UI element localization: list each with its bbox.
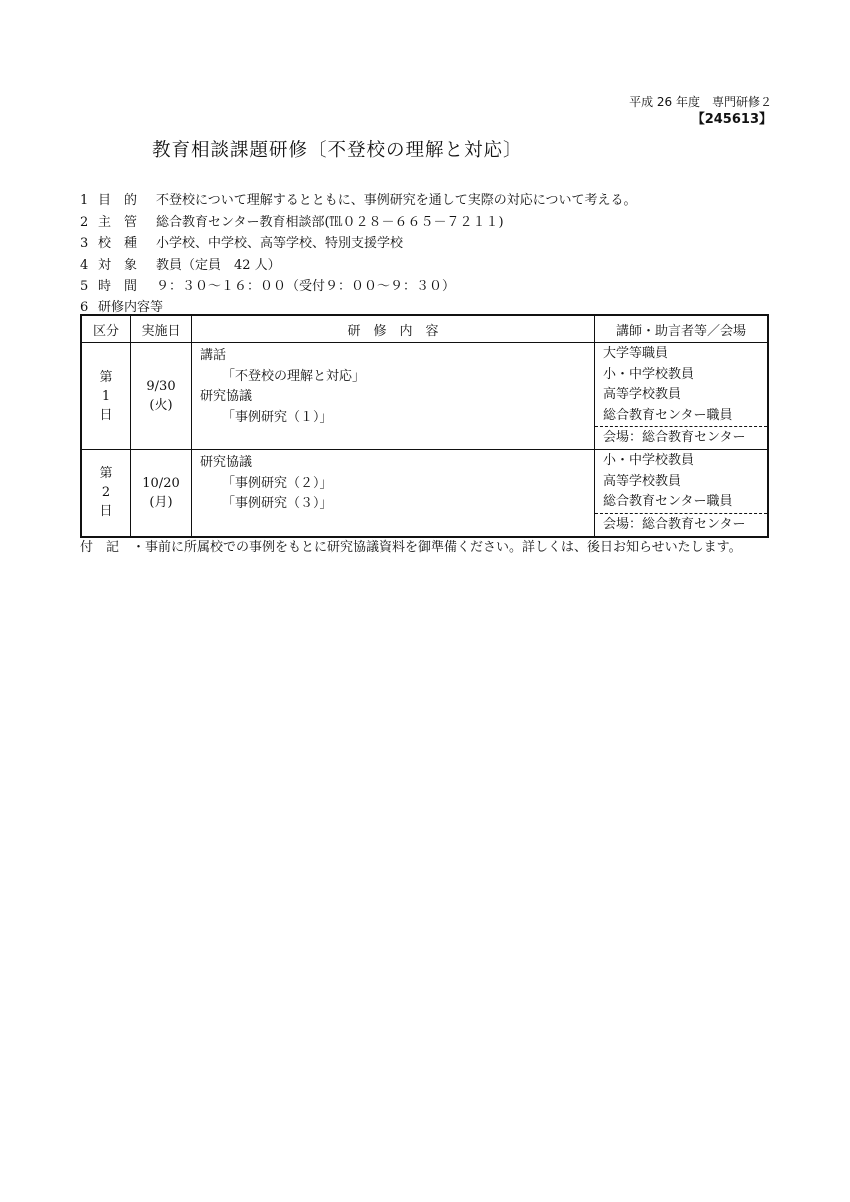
venue-label: 会場：総合教育センター: [595, 426, 767, 449]
kubun-char: 1: [101, 388, 111, 404]
cell-content: [192, 343, 595, 450]
staff-item: 高等学校教員: [603, 387, 682, 402]
info-item: [80, 211, 504, 230]
table-header-row: [81, 315, 768, 343]
venue-label: 会場：総合教育センター: [595, 513, 767, 536]
kubun-char: 第: [99, 466, 113, 482]
info-number: 4: [80, 258, 89, 273]
header-kubun: 区分: [81, 315, 131, 343]
info-number: 3: [80, 236, 89, 251]
staff-item: 総合教育センター職員: [603, 494, 733, 509]
note: [80, 536, 742, 555]
staff-item: 総合教育センター職員: [603, 407, 733, 423]
info-item: [80, 189, 636, 208]
staff-item: 大学等職員: [603, 346, 669, 361]
header-staff: 講師・助言者等／会場: [595, 315, 769, 343]
info-item: [80, 232, 403, 251]
staff-item: 小・中学校教員: [603, 453, 695, 468]
table-row: [81, 343, 768, 450]
cell-kubun: [81, 343, 131, 450]
info-number: 2: [80, 215, 89, 230]
note-label: 付 記: [80, 540, 120, 555]
info-value: ９：３０～１６：００（受付９：００～９：３０）: [156, 279, 456, 294]
info-number: 1: [80, 193, 89, 208]
info-item: [80, 254, 281, 273]
date-line: (火): [149, 398, 173, 413]
info-value: 総合教育センター教育相談部(℡０２８－６６５－７２１１): [156, 215, 504, 230]
staff-list: [595, 343, 767, 426]
info-key: 目 的: [98, 193, 138, 208]
info-value: 不登校について理解するとともに、事例研究を通して実際の対応について考える。: [156, 193, 637, 208]
info-number: 5: [80, 279, 89, 294]
content-line: 講話: [200, 348, 227, 363]
date-line: 10/20: [142, 475, 180, 491]
info-key: 校 種: [98, 236, 138, 251]
page-title: 教育相談課題研修〔不登校の理解と対応〕: [152, 140, 523, 161]
staff-item: 高等学校教員: [603, 473, 682, 489]
info-key: 研修内容等: [98, 300, 164, 315]
kubun-char: 日: [99, 504, 113, 520]
kubun-char: 第: [99, 369, 113, 385]
info-value: 教員（定員 42 人）: [156, 258, 281, 273]
header-content: 研 修 内 容: [192, 315, 595, 343]
content-line: 研究協議: [200, 455, 253, 470]
cell-staff: [595, 343, 769, 450]
cell-date: [131, 343, 192, 450]
info-value: 小学校、中学校、高等学校、特別支援学校: [156, 236, 404, 251]
info-item: [80, 296, 163, 315]
info-number: 6: [80, 300, 89, 315]
content-line: 「事例研究（１）」: [222, 409, 333, 425]
cell-kubun: [81, 450, 131, 537]
cell-date: [131, 450, 192, 537]
info-key: 対 象: [98, 258, 138, 273]
content-line: 研究協議: [200, 389, 253, 404]
cell-content: [192, 450, 595, 537]
date-line: (月): [149, 494, 173, 510]
kubun-char: 日: [99, 407, 113, 423]
training-schedule-table: [80, 314, 769, 538]
content-line: 「事例研究（３）」: [222, 496, 333, 511]
date-line: 9/30: [146, 379, 176, 394]
info-key: 主 管: [98, 215, 138, 230]
staff-list: [595, 450, 767, 513]
staff-item: 小・中学校教員: [603, 366, 695, 382]
cell-staff: [595, 450, 769, 537]
content-line: 「不登校の理解と対応」: [222, 368, 366, 384]
header-date: 実施日: [131, 315, 192, 343]
header-code: 【245613】: [691, 112, 772, 127]
info-key: 時 間: [98, 279, 138, 294]
info-item: [80, 275, 455, 294]
note-text: ・事前に所属校での事例をもとに研究協議資料を御準備ください。詳しくは、後日お知らせいたします。: [132, 540, 742, 555]
content-line: 「事例研究（２）」: [222, 475, 333, 491]
table-row: [81, 450, 768, 537]
kubun-char: 2: [101, 485, 111, 501]
header-year-label: 平成 26 年度 専門研修２: [629, 95, 772, 109]
